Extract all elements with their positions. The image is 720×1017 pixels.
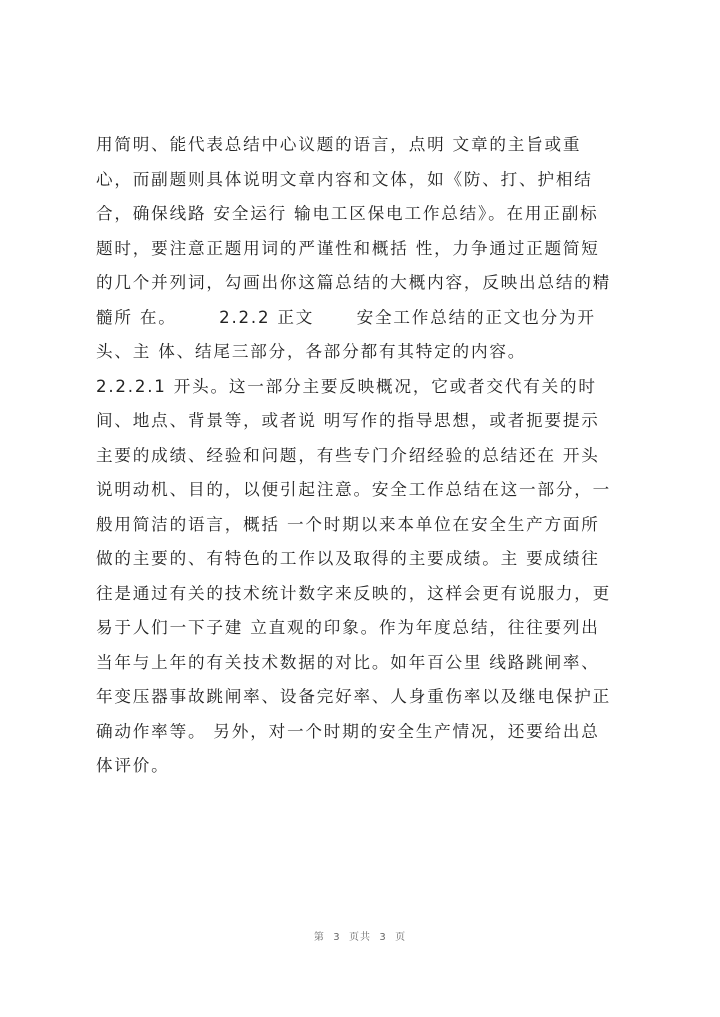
text-line: 般用简洁的语言，概括 一个时期以来本单位在安全生产方面所: [96, 514, 600, 534]
text-line: 间、地点、背景等，或者说 明写作的指导思想，或者扼要提示: [96, 411, 600, 430]
page-number-footer: 第 3 页共 3 页: [313, 932, 407, 943]
text-line: 体评价。: [96, 756, 170, 775]
text-line: 题时，要注意正题用词的严谨性和概括 性，力争通过正题简短: [96, 238, 600, 258]
text-line: 的几个并列词，勾画出你这篇总结的大概内容，反映出总结的精: [96, 273, 612, 292]
text-line: 当年与上年的有关技术数据的对比。如年百公里 线路跳闸率、: [96, 652, 600, 672]
text-line: 做的主要的、有特色的工作以及取得的主要成绩。主 要成绩往: [96, 549, 600, 568]
document-body: [96, 128, 636, 784]
text-line: 用简明、能代表总结中心议题的语言，点明 文章的主旨或重: [96, 135, 582, 154]
text-line: 髓所 在。 2.2.2 正文 安全工作总结的正文也分为开: [96, 307, 596, 327]
text-line: 2.2.2.1 开头。这一部分主要反映概况，它或者交代有关的时: [96, 376, 597, 396]
text-line: 往是通过有关的技术统计数字来反映的，这样会更有说服力，更: [96, 583, 612, 603]
text-line: 心，而副题则具体说明文章内容和文体，如《防、打、护相结: [96, 169, 593, 189]
text-line: 说明动机、目的，以便引起注意。安全工作总结在这一部分，一: [96, 480, 612, 499]
text-line: 年变压器事故跳闸率、设备完好率、人身重伤率以及继电保护正: [96, 687, 612, 706]
text-line: 主要的成绩、经验和问题，有些专门介绍经验的总结还在 开头: [96, 445, 600, 465]
text-line: 易于人们一下子建 立直观的印象。作为年度总结，往往要列出: [96, 618, 600, 637]
text-line: 合，确保线路 安全运行 输电工区保电工作总结》。在用正副标: [96, 204, 599, 223]
text-line: 头、主 体、结尾三部分，各部分都有其特定的内容。: [96, 342, 527, 361]
text-line: 确动作率等。 另外，对一个时期的安全生产情况，还要给出总: [96, 721, 600, 741]
